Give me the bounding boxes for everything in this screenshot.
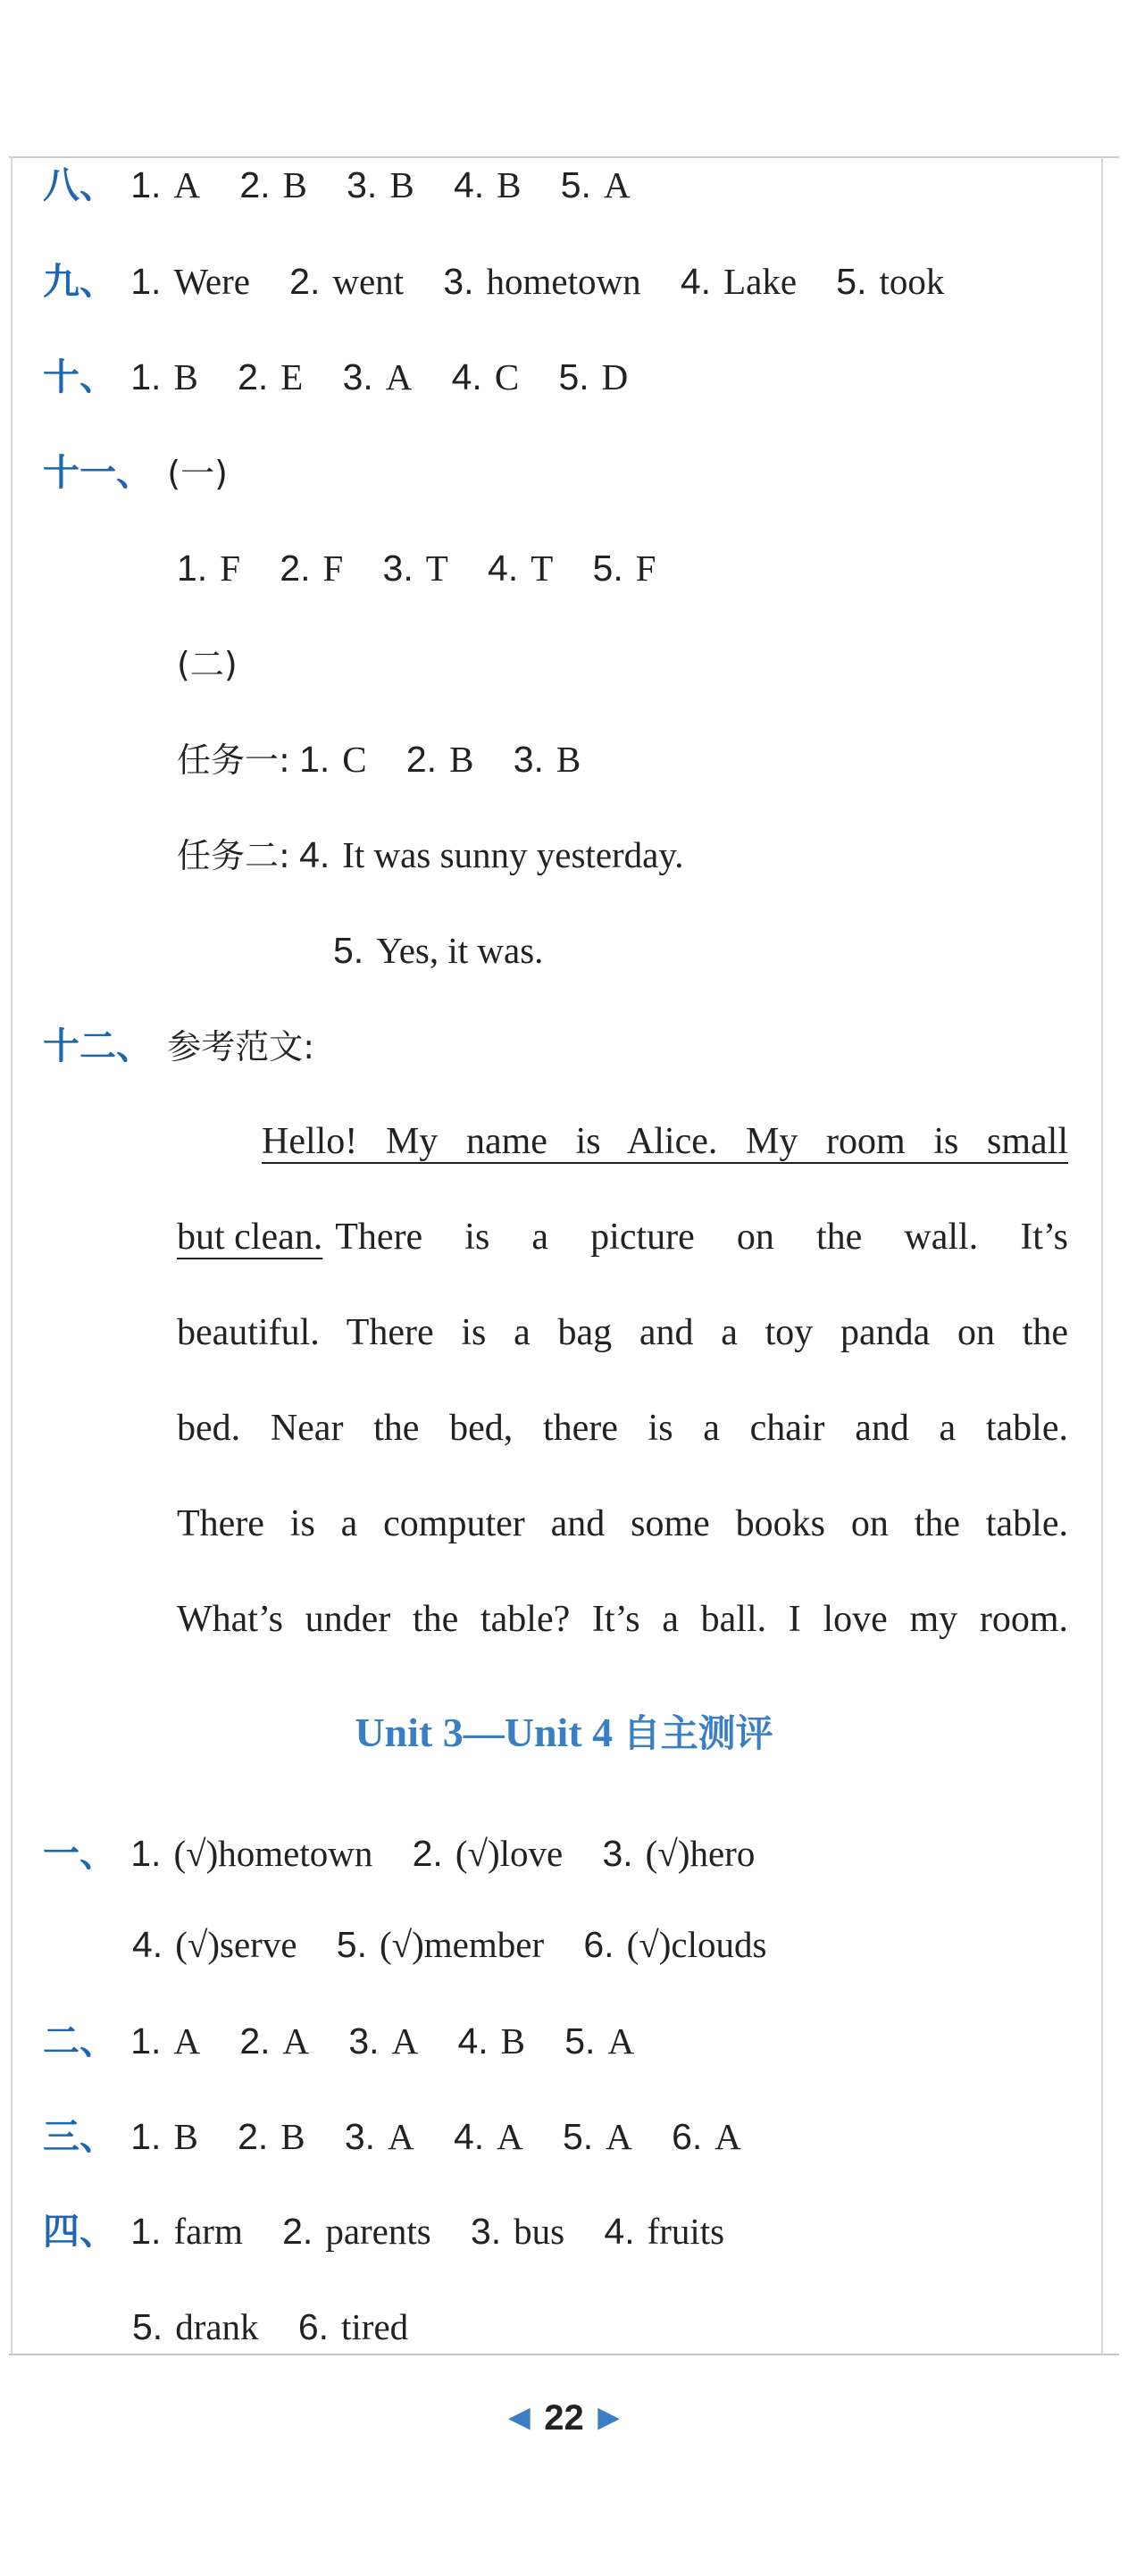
answer-item: 3. hometown (443, 261, 641, 302)
answer-item: 1. A (130, 2020, 201, 2062)
answer-item: 4. Lake (680, 261, 798, 302)
answer-item: 4. B (457, 2020, 525, 2062)
answer-item: 1. F (177, 548, 241, 589)
essay-line-4: bed. Near the bed, there is a chair and a table. (177, 1408, 1068, 1449)
answer-item: 2. F (280, 548, 344, 589)
section-8-label: 八、 (43, 163, 116, 206)
answer-item: 4. fruits (604, 2211, 725, 2252)
essay-heading: 参考范文: (167, 1027, 315, 1066)
section-11-part-2-label: (二) (177, 645, 238, 684)
unit-section-3-label: 三、 (43, 2115, 116, 2158)
unit-section-1-label: 一、 (43, 1832, 116, 1875)
answer-item: 1. (√)hometown (130, 1833, 373, 1874)
task-2-item-5: 5. Yes, it was. (333, 930, 544, 971)
answer-item: 5. F (592, 548, 656, 589)
answer-item: 1. farm (130, 2211, 243, 2252)
unit-section-2 (43, 2010, 634, 2072)
unit-section-4-label: 四、 (43, 2210, 116, 2253)
answer-item: 4. (√)serve (132, 1924, 297, 1965)
section-12-label: 十二、 (43, 1025, 153, 1067)
answer-item: 2. parents (282, 2211, 431, 2252)
answer-item: 5. took (836, 261, 945, 302)
part-1-label: (一) (167, 454, 228, 493)
answer-item: 6. A (672, 2116, 741, 2157)
section-12 (43, 1015, 314, 1077)
answer-item: 4. A (453, 2116, 523, 2157)
section-11 (43, 441, 228, 504)
answer-item: 1. C (299, 739, 367, 780)
answer-item: 4. C (451, 356, 520, 397)
answer-item: 5. drank (132, 2306, 259, 2347)
section-9-label: 九、 (43, 260, 116, 303)
unit-section-3 (43, 2105, 741, 2168)
answer-item: 2. A (239, 2020, 310, 2062)
essay-line-3: beautiful. There is a bag and a toy panda on the (177, 1312, 1068, 1353)
previous-page-icon[interactable]: ◀ (509, 2403, 531, 2432)
essay-line-6: What’s under the table? It’s a ball. I love my room. (177, 1599, 1068, 1640)
answer-item: 5. D (558, 356, 629, 397)
unit-section-4-row-2 (132, 2296, 408, 2358)
unit-section-4 (43, 2200, 724, 2262)
page-number: 22 (544, 2398, 584, 2438)
unit-title: Unit 3—Unit 4 自主测评 (355, 1710, 773, 1755)
left-rule (11, 156, 13, 2354)
task-2-answer-5: Yes, it was. (376, 930, 544, 971)
answer-item: 1. B (130, 356, 198, 397)
answer-item: 4. B (453, 164, 522, 205)
task-2-label: 任务二: (177, 836, 290, 875)
answer-item: 3. bus (470, 2211, 565, 2252)
answer-item: 1. B (130, 2116, 198, 2157)
answer-item: 3. T (382, 548, 448, 589)
answer-item: 5. (√)member (336, 1924, 545, 1965)
answer-item: 1. A (130, 164, 201, 205)
page-footer (0, 2398, 1128, 2438)
answer-item: 6. (√)clouds (583, 1924, 767, 1965)
answer-item: 3. A (344, 2116, 414, 2157)
section-10-label: 十、 (43, 355, 116, 398)
essay-line-2: but clean. There is a picture on the wall. It’s (177, 1217, 1068, 1258)
answer-item: 2. B (405, 739, 474, 780)
task-1 (177, 728, 581, 790)
answer-item: 2. B (239, 164, 307, 205)
answer-item: 1. Were (130, 261, 250, 302)
answer-item: 3. B (347, 164, 414, 205)
answer-item: 3. (√)hero (602, 1833, 756, 1874)
unit-section-2-label: 二、 (43, 2020, 116, 2062)
answer-item: 3. A (348, 2020, 419, 2062)
section-10 (43, 346, 628, 408)
task-2-answer-4: It was sunny yesterday. (342, 834, 684, 875)
essay-line-5: There is a computer and some books on the table. (177, 1503, 1068, 1544)
answer-item: 6. tired (297, 2306, 409, 2347)
answer-item: 2. (√)love (412, 1833, 564, 1874)
section-11-part-1 (177, 537, 656, 599)
next-page-icon[interactable]: ▶ (597, 2403, 619, 2432)
answer-item: 2. went (289, 261, 405, 302)
answer-item: 2. E (238, 356, 304, 397)
answer-item: 5. A (563, 2116, 632, 2157)
answer-item: 3. A (342, 356, 413, 397)
task-1-label: 任务一: (177, 740, 290, 780)
unit-section-1-row-2 (132, 1913, 766, 1976)
section-9 (43, 250, 944, 313)
right-rule (1101, 156, 1103, 2354)
answer-item: 4. T (488, 548, 554, 589)
answer-item: 5. A (564, 2020, 635, 2062)
answer-item: 2. B (238, 2116, 305, 2157)
unit-section-1 (43, 1822, 755, 1885)
essay-line-1: Hello! My name is Alice. My room is small (262, 1121, 1068, 1162)
task-2: 任务二: 4. It was sunny yesterday. (177, 834, 684, 875)
section-11-label: 十一、 (43, 451, 153, 494)
answer-item: 3. B (513, 739, 581, 780)
answer-item: 5. A (560, 164, 631, 205)
section-8 (43, 154, 631, 216)
